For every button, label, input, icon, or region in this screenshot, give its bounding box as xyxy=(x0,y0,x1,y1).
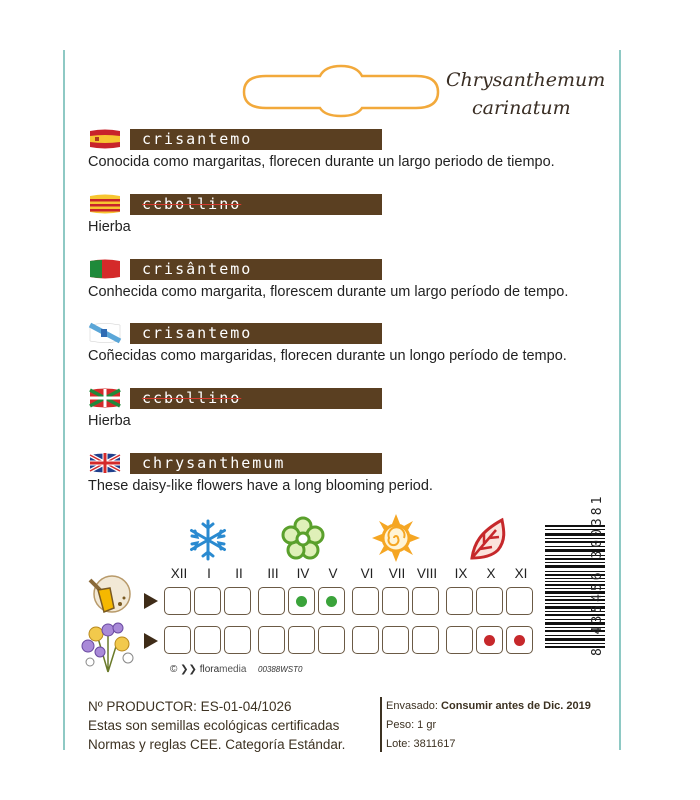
brand-logo xyxy=(170,664,246,675)
sowing-cell-ii xyxy=(224,587,251,615)
footer-divider xyxy=(380,697,382,752)
flowering-marker-dot xyxy=(514,635,525,646)
producer-info xyxy=(88,697,345,754)
uk-flag-icon xyxy=(88,452,122,474)
flower-icon xyxy=(280,516,326,562)
flowering-cell-viii xyxy=(412,626,439,654)
sowing-marker-dot xyxy=(326,596,337,607)
flowering-marker-dot xyxy=(484,635,495,646)
lang-name-basque-text: ccbollino xyxy=(142,389,242,407)
spain-flag-icon xyxy=(88,128,122,150)
lang-desc-galician: Coñecidas como margaridas, florecen durante un longo período de tempo. xyxy=(88,348,567,364)
leaf-icon xyxy=(464,516,512,564)
weight: Peso: 1 gr xyxy=(386,719,437,731)
flowering-cell-iv xyxy=(288,626,315,654)
certification-text: Estas son semillas ecológicas certificadas xyxy=(88,718,340,733)
month-label: IX xyxy=(454,566,468,581)
flowering-cell-xi xyxy=(506,626,533,654)
packaging-info xyxy=(386,697,591,754)
flowering-bouquet-icon xyxy=(78,618,138,674)
lang-name-catalan xyxy=(130,194,382,215)
brand-name-suffix: media xyxy=(219,664,247,675)
product-code: 00388WST0 xyxy=(258,665,303,674)
lang-name-portuguese: crisântemo xyxy=(130,259,382,280)
sowing-cell-ix xyxy=(446,587,473,615)
flowering-cell-iii xyxy=(258,626,285,654)
flowering-cell-ii xyxy=(224,626,251,654)
lang-name-catalan-text: ccbollino xyxy=(142,195,242,213)
sowing-arrow xyxy=(144,593,158,609)
producer-number: Nº PRODUCTOR: ES-01-04/1026 xyxy=(88,699,292,714)
flowering-cell-x xyxy=(476,626,503,654)
lang-name-basque xyxy=(130,388,382,409)
flowering-arrow xyxy=(144,633,158,649)
best-before: Consumir antes de Dic. 2019 xyxy=(441,700,591,712)
month-label: VI xyxy=(360,566,374,581)
month-label: XI xyxy=(514,566,528,581)
month-label: X xyxy=(486,566,496,581)
sowing-cell-i xyxy=(194,587,221,615)
brand-name-prefix: flora xyxy=(199,664,220,675)
lang-desc-basque: Hierba xyxy=(88,413,131,429)
lang-desc-portuguese: Conhecida como margarita, florescem durante um largo período de tempo. xyxy=(88,284,569,300)
month-label: III xyxy=(267,566,279,581)
flowering-cell-v xyxy=(318,626,345,654)
sowing-cell-iii xyxy=(258,587,285,615)
lang-name-spanish: crisantemo xyxy=(130,129,382,150)
lang-desc-english: These daisy-like flowers have a long blooming period. xyxy=(88,478,433,494)
lang-name-english: chrysanthemum xyxy=(130,453,382,474)
flowering-cell-ix xyxy=(446,626,473,654)
flowering-cell-vi xyxy=(352,626,379,654)
catalonia-flag-icon xyxy=(88,193,122,215)
sowing-cell-xi xyxy=(506,587,533,615)
scientific-name-species: carinatum xyxy=(472,97,571,119)
regulation-text: Normas y reglas CEE. Categoría Estándar. xyxy=(88,737,346,752)
month-label: II xyxy=(235,566,243,581)
portugal-flag-icon xyxy=(88,258,122,280)
scientific-name xyxy=(446,66,605,122)
sowing-cell-v xyxy=(318,587,345,615)
brand-mark-icon: ❯❯ xyxy=(180,664,197,675)
month-label: I xyxy=(207,566,211,581)
left-edge-line xyxy=(63,50,65,750)
lot-number: Lote: 3811617 xyxy=(386,738,456,750)
sowing-marker-dot xyxy=(296,596,307,607)
copyright-symbol: © xyxy=(170,664,178,675)
flowering-cell-vii xyxy=(382,626,409,654)
packed-label: Envasado: xyxy=(386,700,438,712)
galicia-flag-icon xyxy=(88,322,122,344)
snowflake-icon xyxy=(186,518,230,562)
flowering-cell-xii xyxy=(164,626,191,654)
month-label: XII xyxy=(170,566,188,581)
sowing-cell-iv xyxy=(288,587,315,615)
scientific-name-genus: Chrysanthemum xyxy=(446,69,606,91)
basque-flag-icon xyxy=(88,387,122,409)
flowering-cell-i xyxy=(194,626,221,654)
sowing-cell-vi xyxy=(352,587,379,615)
month-label: VIII xyxy=(416,566,438,581)
sowing-cell-xii xyxy=(164,587,191,615)
right-edge-line xyxy=(619,50,621,750)
month-label: IV xyxy=(296,566,310,581)
month-label: VII xyxy=(388,566,406,581)
month-label: V xyxy=(328,566,338,581)
barcode-number: 8 435456 300381 xyxy=(590,493,605,656)
sowing-cell-viii xyxy=(412,587,439,615)
lang-name-galician: crisantemo xyxy=(130,323,382,344)
lang-desc-catalan: Hierba xyxy=(88,219,131,235)
sun-icon xyxy=(372,514,420,562)
lang-desc-spanish: Conocida como margaritas, florecen durante un largo periodo de tiempo. xyxy=(88,154,555,170)
packed-line xyxy=(386,697,591,716)
sowing-cell-vii xyxy=(382,587,409,615)
sowing-cell-x xyxy=(476,587,503,615)
sowing-trowel-icon xyxy=(84,574,134,618)
name-label-shape xyxy=(238,62,444,118)
